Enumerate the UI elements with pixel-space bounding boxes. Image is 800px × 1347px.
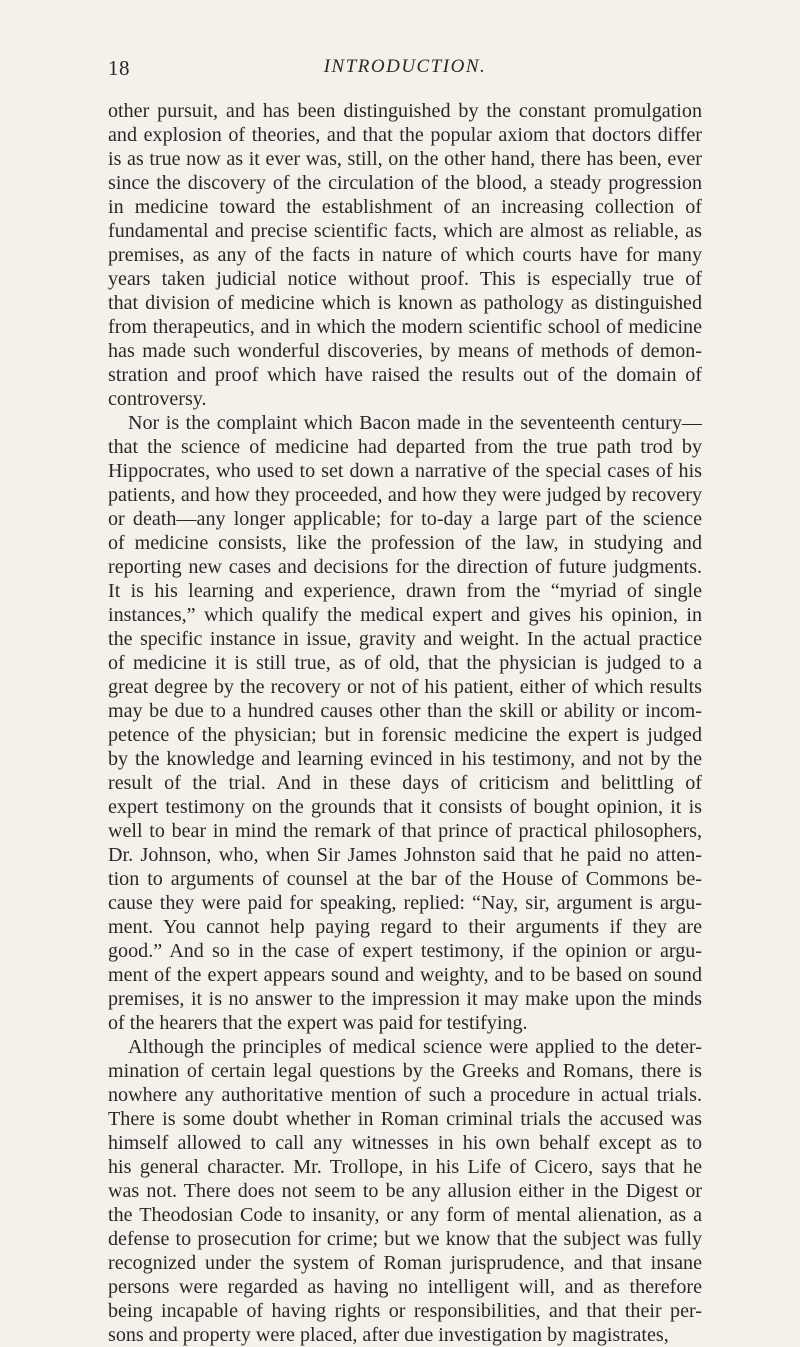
text-line: and explosion of theories, and that the popular axiom that doctors differ bbox=[108, 124, 702, 146]
text-line: controversy. bbox=[108, 388, 207, 410]
text-line: that division of medicine which is known as pathology as distinguished bbox=[108, 292, 702, 314]
text-line: mination of certain legal questions by the Greeks and Romans, there is bbox=[108, 1060, 702, 1082]
text-line: years taken judicial notice without proof. This is especially true of bbox=[108, 268, 702, 290]
text-line: Hippocrates, who used to set down a narrative of the special cases of his bbox=[108, 460, 702, 482]
text-line: Although the principles of medical science were applied to the deter- bbox=[128, 1036, 702, 1058]
paragraph bbox=[108, 411, 702, 1035]
text-line: sons and property were placed, after due investigation by magistrates, bbox=[108, 1324, 669, 1346]
text-line: reporting new cases and decisions for the direction of future judgments. bbox=[108, 556, 702, 578]
text-line: result of the trial. And in these days of criticism and belittling of bbox=[108, 772, 702, 794]
text-line: premises, it is no answer to the impression it may make upon the minds bbox=[108, 988, 702, 1010]
paragraph bbox=[108, 1035, 702, 1347]
text-line: other pursuit, and has been distinguished by the constant promulgation bbox=[108, 100, 702, 122]
text-line: by the knowledge and learning evinced in his testimony, and not by the bbox=[108, 748, 702, 770]
page-header bbox=[108, 56, 702, 86]
text-line: his general character. Mr. Trollope, in his Life of Cicero, says that he bbox=[108, 1156, 702, 1178]
text-line: may be due to a hundred causes other than the skill or ability or incom- bbox=[108, 700, 702, 722]
text-line: is as true now as it ever was, still, on the other hand, there has been, ever bbox=[108, 148, 702, 170]
text-line: since the discovery of the circulation of the blood, a steady progression bbox=[108, 172, 702, 194]
running-title: INTRODUCTION. bbox=[323, 56, 487, 77]
text-line: Dr. Johnson, who, when Sir James Johnston said that he paid no atten- bbox=[108, 844, 702, 866]
text-line: premises, as any of the facts in nature of which courts have for many bbox=[108, 244, 702, 266]
body-text bbox=[108, 99, 702, 1347]
text-line: being incapable of having rights or responsibilities, and that their per- bbox=[108, 1300, 702, 1322]
page-number: 18 bbox=[108, 56, 130, 80]
text-line: in medicine toward the establishment of an increasing collection of bbox=[108, 196, 702, 218]
text-line: expert testimony on the grounds that it consists of bought opinion, it is bbox=[108, 796, 702, 818]
text-line: from therapeutics, and in which the modern scientific school of medicine bbox=[108, 316, 702, 338]
text-line: It is his learning and experience, drawn from the “myriad of single bbox=[108, 580, 702, 602]
text-line: ment. You cannot help paying regard to their arguments if they are bbox=[108, 916, 702, 938]
text-line: or death—any longer applicable; for to-day a large part of the science bbox=[108, 508, 702, 530]
text-line: himself allowed to call any witnesses in his own behalf except as to bbox=[108, 1132, 702, 1154]
text-line: Nor is the complaint which Bacon made in the seventeenth century— bbox=[128, 412, 702, 434]
text-line: has made such wonderful discoveries, by means of methods of demon- bbox=[108, 340, 702, 362]
text-line: good.” And so in the case of expert testimony, if the opinion or argu- bbox=[108, 940, 702, 962]
text-line: patients, and how they proceeded, and how they were judged by recovery bbox=[108, 484, 702, 506]
text-line: petence of the physician; but in forensic medicine the expert is judged bbox=[108, 724, 702, 746]
text-line: fundamental and precise scientific facts, which are almost as reliable, as bbox=[108, 220, 702, 242]
text-line: cause they were paid for speaking, replied: “Nay, sir, argument is argu- bbox=[108, 892, 702, 914]
text-line: that the science of medicine had departed from the true path trod by bbox=[108, 436, 702, 458]
text-line: nowhere any authoritative mention of such a procedure in actual trials. bbox=[108, 1084, 702, 1106]
text-line: stration and proof which have raised the results out of the domain of bbox=[108, 364, 702, 386]
text-line: was not. There does not seem to be any allusion either in the Digest or bbox=[108, 1180, 702, 1202]
text-line: the specific instance in issue, gravity and weight. In the actual practice bbox=[108, 628, 702, 650]
text-line: well to bear in mind the remark of that prince of practical philosophers, bbox=[108, 820, 702, 842]
text-line: There is some doubt whether in Roman criminal trials the accused was bbox=[108, 1108, 702, 1130]
text-line: of the hearers that the expert was paid for testifying. bbox=[108, 1012, 528, 1034]
text-line: ment of the expert appears sound and weighty, and to be based on sound bbox=[108, 964, 702, 986]
text-line: tion to arguments of counsel at the bar of the House of Commons be- bbox=[108, 868, 702, 890]
text-line: instances,” which qualify the medical expert and gives his opinion, in bbox=[108, 604, 702, 626]
text-line: the Theodosian Code to insanity, or any form of mental alienation, as a bbox=[108, 1204, 702, 1226]
paragraph bbox=[108, 99, 702, 411]
text-line: of medicine it is still true, as of old, that the physician is judged to a bbox=[108, 652, 702, 674]
text-line: of medicine consists, like the profession of the law, in studying and bbox=[108, 532, 702, 554]
text-line: recognized under the system of Roman jurisprudence, and that insane bbox=[108, 1252, 702, 1274]
text-line: persons were regarded as having no intelligent will, and as therefore bbox=[108, 1276, 702, 1298]
text-line: defense to prosecution for crime; but we know that the subject was fully bbox=[108, 1228, 702, 1250]
text-line: great degree by the recovery or not of his patient, either of which results bbox=[108, 676, 702, 698]
